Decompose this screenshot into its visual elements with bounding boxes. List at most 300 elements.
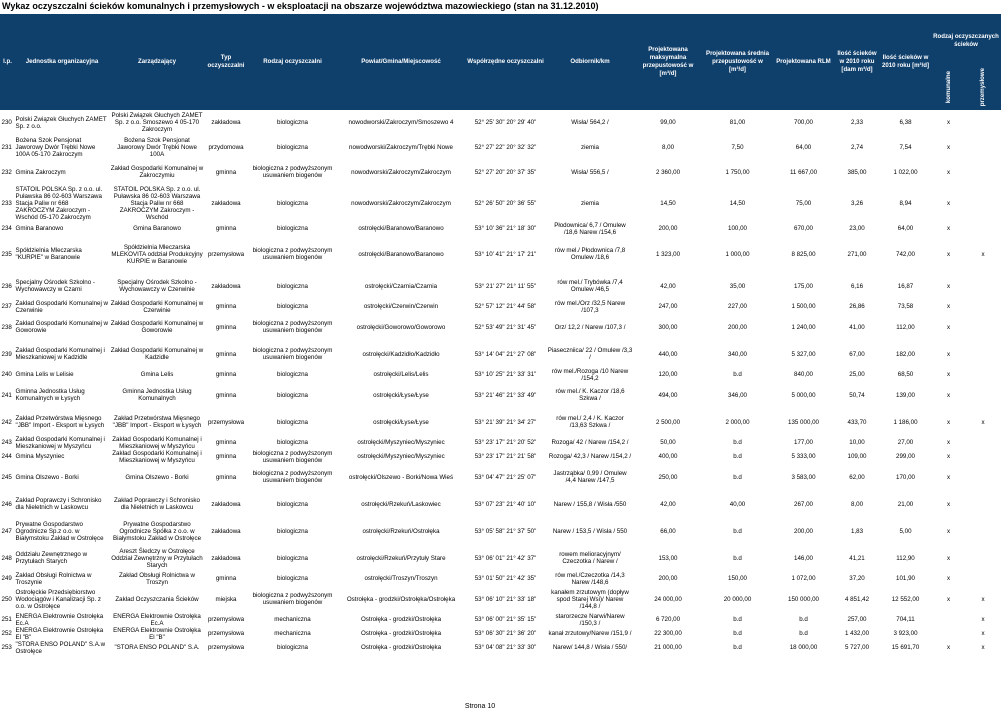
row-rodzaj: biologiczna: [277, 282, 308, 290]
row-proj-rlm: 5 327,00: [791, 350, 816, 358]
row-zarzadzajacy: Zakład Poprawczy i Schronisko dla Nieletnich w Laskowcu: [114, 497, 200, 512]
row-zarzadzajacy: ENERGA Elektrownie Ostrołęka El "B": [113, 626, 201, 641]
row-przemyslowe: [966, 436, 1001, 450]
row-wspolrzedne: 53° 14' 04" 21° 27' 08": [474, 350, 537, 358]
row-powiat: ostrołęcki/Lelis/Lelis: [373, 371, 429, 379]
row-proj-sr: 227,00: [728, 303, 747, 311]
row-proj-max: 2 500,00: [655, 418, 681, 426]
row-powiat: Ostrołęka - grodzki/Ostrołęka/Ostrołęka: [346, 595, 456, 603]
row-rodzaj: biologiczna z podwyższonym usuwaniem biogenów: [252, 470, 333, 485]
row-lp: 235: [1, 250, 12, 258]
row-proj-rlm: 177,00: [794, 439, 813, 447]
row-wspolrzedne: 53° 10' 25" 21° 33' 31": [474, 371, 537, 379]
row-wspolrzedne: 52° 26' 50" 20° 36' 55": [474, 199, 537, 207]
row-zarzadzajacy: Gmina Olszewo - Borki: [125, 473, 189, 481]
row-komunalne: x: [946, 250, 951, 258]
row-wspolrzedne: 53° 21' 39" 21° 34' 27": [474, 418, 537, 426]
row-proj-rlm: b.d: [799, 616, 808, 624]
row-jednostka: Spółdzielnia Mleczarska "KURPIE" w Baranowie: [15, 247, 82, 262]
header-zarzadzajacy: Zarządzający: [110, 15, 205, 110]
row-jednostka: Zakład Gospodarki Komunalnej w Goworowie: [15, 320, 109, 335]
row-proj-sr: b.d: [733, 439, 742, 447]
row-wspolrzedne: 53° 06' 01" 21° 42' 37": [474, 554, 537, 562]
row-ilosc-m3: 139,00: [896, 391, 915, 399]
row-typ: gminna: [215, 473, 237, 481]
row-proj-rlm: 267,00: [794, 500, 813, 508]
header-powiat: Powiat/Gmina/Miejscowość: [338, 15, 465, 110]
row-lp: 252: [1, 630, 12, 638]
row-proj-max: 200,00: [658, 575, 678, 583]
row-ilosc-m3: 12 552,00: [891, 595, 920, 603]
row-ilosc-dam: 6,16: [850, 282, 864, 290]
row-proj-max: 21 000,00: [654, 644, 682, 652]
row-powiat: ostrołęcki/Rzekuń/Przytuły Stare: [356, 554, 446, 562]
table-row: [1, 436, 1001, 450]
row-jednostka: Ostrołęckie Przedsiębiorstwo Wodociągów i Kanalizacji Sp. z o.o. w Ostrołęce: [15, 588, 102, 610]
row-rodzaj: biologiczna: [277, 554, 308, 562]
row-odbiornik: Rozoga/ 42,3 / Narew /154,2 /: [548, 453, 632, 461]
row-proj-sr: 2 000,00: [725, 418, 750, 426]
row-proj-max: 400,00: [658, 453, 678, 461]
row-proj-sr: 1 000,00: [725, 250, 750, 258]
row-odbiornik: rów mel./Rozoga /10 Narew /154,2: [551, 367, 629, 382]
row-proj-max: 300,00: [658, 323, 678, 331]
row-rodzaj: biologiczna: [277, 199, 308, 207]
row-odbiornik: Piaseczniica/ 22 / Omulew /3,3 /: [547, 347, 633, 362]
row-wspolrzedne: 52° 27' 22" 20° 32' 32": [474, 143, 537, 151]
row-proj-rlm: 175,00: [794, 282, 813, 290]
row-jednostka: Gminna Jednostka Usług Komunalnych w Łysych: [15, 388, 85, 403]
row-ilosc-m3: 112,00: [896, 323, 915, 331]
row-lp: 249: [1, 575, 12, 583]
row-proj-rlm: 146,00: [794, 554, 813, 562]
row-typ: przemysłowa: [207, 250, 245, 258]
row-lp: 240: [1, 371, 12, 379]
row-proj-sr: b.d: [733, 630, 742, 638]
row-ilosc-m3: 3 923,00: [893, 630, 918, 638]
row-ilosc-m3: 21,00: [897, 500, 914, 508]
row-odbiornik: Narew / 155,8 / Wisła /550: [553, 500, 627, 508]
row-ilosc-dam: 25,00: [849, 371, 865, 379]
row-wspolrzedne: 53° 06' 10" 21° 33' 18": [474, 595, 537, 603]
row-komunalne: x: [946, 644, 951, 652]
row-powiat: ostrołęcki/Troszyn/Troszyn: [364, 575, 438, 583]
row-typ: gminna: [215, 168, 237, 176]
row-proj-sr: b.d: [733, 371, 742, 379]
header-typ: Typ oczyszczalni: [205, 15, 248, 110]
row-ilosc-m3: 68,50: [897, 371, 914, 379]
row-zarzadzajacy: Zakład Gospodarki Komunalnej w Zakroczymiu: [110, 165, 204, 180]
row-proj-sr: 14,50: [729, 199, 746, 207]
row-rodzaj: biologiczna z podwyższonym usuwaniem biogenów: [252, 165, 333, 180]
row-wspolrzedne: 53° 01' 50" 21° 42' 35": [474, 575, 537, 583]
row-proj-max: 494,00: [658, 391, 678, 399]
row-proj-sr: 40,00: [729, 500, 746, 508]
row-przemyslowe: x: [981, 644, 985, 652]
row-proj-sr: b.d: [733, 527, 742, 535]
row-zarzadzajacy: Zakład Gospodarki Komunalnej w Kadzidle: [110, 347, 204, 362]
row-powiat: nowodworski/Zakroczym/Trębki Nowe: [349, 143, 453, 151]
row-rodzaj: biologiczna: [277, 418, 308, 426]
row-proj-max: 8,00: [661, 143, 675, 151]
row-odbiornik: Orz/ 12,2 / Narew /107,3 /: [554, 323, 626, 331]
row-powiat: ostrołęcki/Baranowo/Baranowo: [358, 225, 444, 233]
row-komunalne: x: [946, 303, 951, 311]
row-typ: gminna: [215, 225, 237, 233]
row-zarzadzajacy: Zakład Gospodarki Komunalnej w Goworowie: [110, 320, 204, 335]
row-przemyslowe: [966, 464, 1001, 491]
table-row: [1, 135, 1001, 160]
header-row: [1, 15, 1001, 68]
row-jednostka: Zakład Przetwórstwa Mięsnego "JBB" Import - Eksport w Łysych: [15, 415, 105, 430]
row-odbiornik: rów mel./Orz /32,5 Narew /107,3: [554, 299, 626, 314]
row-jednostka: Zakład Gospodarki Komunalnej w Czerwinie: [15, 299, 109, 314]
row-odbiornik: rów mel./Czeczotka /14,3 Narew /148,6: [555, 571, 625, 586]
row-ilosc-dam: 26,86: [849, 303, 865, 311]
row-proj-max: 250,00: [658, 473, 678, 481]
row-jednostka: ENERGA Elektrownie Ostrołęka El "B": [15, 626, 104, 641]
row-proj-rlm: 670,00: [794, 225, 813, 233]
row-jednostka: Oddziału Zewnętrznego w Przytułach Starych: [15, 551, 88, 566]
row-rodzaj: biologiczna z podwyższonym usuwaniem biogenów: [252, 320, 333, 335]
row-komunalne: x: [946, 527, 951, 535]
row-przemyslowe: [966, 545, 1001, 572]
row-odbiornik: Narew/ 144,8 / Wisła / 550/: [552, 644, 628, 652]
row-typ: zakładowa: [211, 119, 241, 127]
row-zarzadzajacy: ENERGA Elektrownie Ostrołęka Ec.A: [113, 612, 201, 627]
row-proj-rlm: 135 000,00: [788, 418, 819, 426]
row-proj-max: 14,50: [660, 199, 676, 207]
page-footer: Strona 10: [464, 703, 496, 710]
header-rodzaj-sciekow: Rodzaj oczyszczanych ścieków: [932, 15, 1001, 68]
row-zarzadzajacy: Specjalny Ośrodek Szkolno - Wychowawczy w Czerwinie: [117, 279, 197, 294]
row-przemyslowe: [966, 518, 1001, 545]
row-odbiornik: Wisła/ 556,5 /: [571, 168, 609, 176]
row-proj-max: 50,00: [660, 439, 676, 447]
row-przemyslowe: [966, 341, 1001, 368]
row-ilosc-m3: 16,87: [897, 282, 914, 290]
row-wspolrzedne: 53° 10' 36" 21° 18' 30": [474, 225, 537, 233]
row-typ: przemysłowa: [207, 616, 245, 624]
row-wspolrzedne: 52° 25' 30" 20° 29' 40": [474, 119, 537, 127]
row-rodzaj: biologiczna z podwyższonym usuwaniem biogenów: [252, 592, 333, 607]
row-typ: przemysłowa: [207, 418, 245, 426]
row-typ: gminna: [215, 575, 237, 583]
row-lp: 231: [1, 143, 12, 151]
row-ilosc-dam: 1,83: [850, 527, 864, 535]
row-ilosc-dam: 41,21: [849, 554, 865, 562]
row-proj-sr: b.d: [733, 554, 742, 562]
row-ilosc-dam: 109,00: [847, 453, 867, 461]
row-jednostka: ENERGA Elektrownie Ostrołęka Ec.A: [15, 612, 104, 627]
row-zarzadzajacy: "STORA ENSO POLAND" S.A.: [114, 644, 200, 652]
row-ilosc-m3: 182,00: [896, 350, 915, 358]
row-przemyslowe: [966, 273, 1001, 300]
row-typ: zakładowa: [211, 500, 241, 508]
table-row: [1, 110, 1001, 135]
row-przemyslowe: [966, 572, 1001, 586]
row-rodzaj: biologiczna: [277, 439, 308, 447]
row-ilosc-m3: 73,58: [897, 303, 914, 311]
table-row: [1, 273, 1001, 300]
document-title: Wykaz oczyszczalni ścieków komunalnych i przemysłowych - w eksploatacji na obszarze województwa mazowieckiego (stan na 31.12.2010): [2, 1, 599, 11]
row-komunalne: x: [946, 350, 951, 358]
row-lp: 232: [1, 168, 12, 176]
row-komunalne: x: [946, 418, 951, 426]
row-zarzadzajacy: STATOIL POLSKA Sp. z o.o. ul. Puławska 86 02-603 Warszawa Stacja Paliw nr 668 ZAKROCZYM Zakroczym - Wschód: [113, 185, 201, 221]
row-powiat: ostrołęcki/Baranowo/Baranowo: [358, 250, 444, 258]
row-proj-max: 247,00: [658, 303, 678, 311]
row-wspolrzedne: 53° 07' 23" 21° 40' 10": [474, 500, 537, 508]
row-zarzadzajacy: Spółdzielnia Mleczarska MLEKOVITA oddział Produkcyjny KURPIE w Baranowie: [111, 243, 203, 265]
row-typ: przydomowa: [208, 143, 244, 151]
table-row: [1, 160, 1001, 185]
row-powiat: ostrołęcki/Kadzidło/Kadzidło: [362, 350, 440, 358]
row-zarzadzajacy: Zakład Gospodarki Komunalnej i Mieszkaniowej w Myszyńcu: [112, 449, 202, 464]
row-ilosc-m3: 1 022,00: [893, 168, 918, 176]
row-typ: zakładowa: [211, 282, 241, 290]
row-proj-rlm: 5 333,00: [791, 453, 816, 461]
row-lp: 242: [1, 418, 12, 426]
row-komunalne: x: [946, 282, 951, 290]
row-wspolrzedne: 52° 27' 20" 20° 37' 35": [474, 168, 537, 176]
row-odbiornik: kanał zrzutowy/Narew /151,9 /: [548, 630, 632, 638]
row-komunalne: x: [946, 554, 951, 562]
table-row: [1, 518, 1001, 545]
row-jednostka: Bożena Szok Pensjonat Jaworowy Dwór Trębki Nowe 100A 05-170 Zakroczym: [15, 136, 96, 158]
row-rodzaj: biologiczna: [277, 391, 308, 399]
table-row: [1, 409, 1001, 436]
row-lp: 250: [1, 595, 12, 603]
row-jednostka: "STORA ENSO POLAND" S.A.w Ostrołęce: [15, 640, 106, 655]
row-powiat: ostrołęcki/Rzekuń/Laskowiec: [361, 500, 441, 508]
row-ilosc-m3: 6,38: [899, 119, 912, 127]
header-proj-sr: Projektowana średnia przepustowość w [m³/d]: [703, 15, 773, 110]
row-przemyslowe: x: [981, 630, 985, 638]
row-zarzadzajacy: Areszt Śledczy w Ostrołęce Oddział Zewnętrzny w Przytułach Starych: [111, 547, 203, 569]
row-wspolrzedne: 53° 23' 17" 21° 20' 52": [474, 439, 537, 447]
row-proj-sr: 346,00: [728, 391, 747, 399]
row-przemyslowe: [966, 222, 1001, 236]
row-typ: gminna: [215, 303, 237, 311]
row-proj-rlm: 1 240,00: [791, 323, 816, 331]
row-typ: gminna: [215, 453, 237, 461]
row-zarzadzajacy: Prywatne Gospodarstwo Ogrodnicze Spółka z o.o. w Białymstoku Zakład w Ostrołęce: [112, 520, 202, 542]
row-zarzadzajacy: Bożena Szok Pensjonat Jaworowy Dwór Trębki Nowe 100A: [117, 136, 197, 158]
row-ilosc-m3: 299,00: [896, 453, 915, 461]
row-wspolrzedne: 53° 05' 58" 21° 37' 50": [474, 527, 537, 535]
table-row: [1, 627, 1001, 641]
table-row: [1, 586, 1001, 613]
row-powiat: ostrołęcki/Czarnia/Czarnia: [364, 282, 438, 290]
header-proj-max: Projektowana maksymalna przepustowość w [m³/d]: [634, 15, 703, 110]
row-odbiornik: Płodownica/ 6,7 / Omulew /18,6 Narew /154,6: [554, 221, 626, 236]
row-rodzaj: mechaniczna: [274, 616, 311, 624]
row-przemyslowe: [966, 300, 1001, 314]
table-row: [1, 185, 1001, 222]
row-wspolrzedne: 53° 23' 17" 21° 21' 58": [474, 453, 537, 461]
row-przemyslowe: x: [981, 595, 985, 603]
row-zarzadzajacy: Gmina Baranowo: [133, 225, 181, 233]
row-proj-max: 2 360,00: [655, 168, 681, 176]
row-rodzaj: biologiczna: [277, 371, 308, 379]
row-odbiornik: rów mel./ Płodownica /7,8 Omulew /18,6: [554, 247, 626, 262]
row-zarzadzajacy: Zakład Oczyszczania Ścieków: [115, 595, 199, 603]
row-typ: gminna: [215, 350, 237, 358]
row-komunalne: x: [946, 119, 951, 127]
row-powiat: Ostrołęka - grodzki/Ostrołęka: [360, 616, 442, 624]
row-jednostka: Zakład Gospodarki Komunalnej i Mieszkaniowej w Kadzidle: [15, 347, 105, 362]
row-ilosc-m3: 15 691,70: [891, 644, 920, 652]
row-ilosc-m3: 101,90: [896, 575, 915, 583]
row-ilosc-m3: 64,00: [897, 225, 914, 233]
row-lp: 244: [1, 453, 12, 461]
row-proj-sr: 340,00: [728, 350, 747, 358]
row-przemyslowe: x: [981, 418, 985, 426]
row-zarzadzajacy: Polski Związek Głuchych ZAMET Sp. z o.o. Smoszewo 4 05-170 Zakroczym: [111, 112, 203, 134]
row-rodzaj: biologiczna: [277, 575, 308, 583]
row-jednostka: Polski Związek Głuchych ZAMET Sp. z o.o.: [15, 115, 107, 130]
table-row: [1, 314, 1001, 341]
row-proj-sr: 7,50: [731, 143, 744, 151]
row-lp: 239: [1, 350, 12, 358]
row-powiat: ostrołęcki/Czerwin/Czerwin: [363, 303, 439, 311]
row-przemyslowe: x: [981, 250, 985, 258]
row-proj-sr: b.d: [733, 644, 742, 652]
row-lp: 236: [1, 282, 12, 290]
row-ilosc-dam: 67,00: [849, 350, 865, 358]
row-proj-max: 22 300,00: [654, 630, 682, 638]
row-proj-sr: b.d: [733, 473, 742, 481]
row-proj-sr: 20 000,00: [723, 595, 752, 603]
row-komunalne: x: [946, 323, 951, 331]
row-proj-sr: 35,00: [729, 282, 746, 290]
row-przemyslowe: x: [981, 616, 985, 624]
header-lp: l.p.: [1, 15, 15, 110]
row-jednostka: Gmina Baranowo: [15, 225, 64, 233]
row-proj-rlm: 11 667,00: [789, 168, 818, 176]
row-rodzaj: biologiczna: [277, 225, 308, 233]
row-powiat: ostrołęcki/Myszyniec/Myszyniec: [357, 453, 445, 461]
row-komunalne: x: [946, 595, 951, 603]
row-proj-rlm: 8 825,00: [791, 250, 816, 258]
row-ilosc-m3: 7,54: [899, 143, 912, 151]
row-jednostka: Gmina Olszewo - Borki: [15, 473, 79, 481]
row-komunalne: x: [946, 143, 951, 151]
row-komunalne: x: [946, 168, 951, 176]
row-ilosc-dam: 4 851,42: [844, 595, 870, 603]
header-komunalne: komunalne: [932, 68, 966, 110]
row-proj-sr: b.d: [733, 453, 742, 461]
row-proj-max: 120,00: [658, 371, 678, 379]
row-jednostka: Specjalny Ośrodek Szkolno - Wychowawczy w Czarni: [15, 279, 95, 294]
row-odbiornik: ziemia: [581, 143, 599, 151]
row-ilosc-dam: 5 727,00: [844, 644, 870, 652]
row-proj-sr: 100,00: [728, 225, 747, 233]
row-jednostka: Gmina Zakroczym: [15, 168, 66, 176]
row-wspolrzedne: 53° 21' 46" 21° 33' 49": [474, 391, 537, 399]
row-przemyslowe: [966, 185, 1001, 222]
row-przemyslowe: [966, 450, 1001, 464]
row-rodzaj: biologiczna: [277, 500, 308, 508]
row-zarzadzajacy: Zakład Przetwórstwa Mięsnego "JBB" Import - Eksport w Łysych: [112, 415, 202, 430]
row-lp: 251: [1, 616, 12, 624]
row-powiat: ostrołęcki/Łyse/Łyse: [373, 391, 429, 399]
row-odbiornik: Jastrząbka/ 0,99 / Omulew /4,4 Narew /147,5: [553, 470, 627, 485]
row-proj-sr: 200,00: [728, 323, 747, 331]
row-ilosc-m3: 27,00: [897, 439, 914, 447]
row-typ: przemysłowa: [207, 644, 245, 652]
row-jednostka: Gmina Lelis w Lelisie: [15, 371, 74, 379]
row-proj-sr: b.d: [733, 616, 742, 624]
header-jednostka: Jednostka organizacyjna: [15, 15, 110, 110]
table-row: [1, 300, 1001, 314]
row-proj-rlm: 700,00: [794, 119, 813, 127]
row-ilosc-m3: 5,00: [899, 527, 912, 535]
row-lp: 246: [1, 500, 12, 508]
table-row: [1, 450, 1001, 464]
table-row: [1, 491, 1001, 518]
row-lp: 241: [1, 391, 12, 399]
row-proj-sr: 1 750,00: [725, 168, 750, 176]
row-proj-rlm: 1 072,00: [791, 575, 816, 583]
row-lp: 245: [1, 473, 12, 481]
row-powiat: nowodworski/Zakroczym/Zakroczym: [351, 168, 451, 176]
row-lp: 247: [1, 527, 12, 535]
row-jednostka: Gmina Myszyniec: [15, 453, 65, 461]
header-odbiornik: Odbiornik/km: [547, 15, 634, 110]
table-row: [1, 368, 1001, 382]
header-ilosc-dam: Ilość ścieków w 2010 roku [dam m³/d]: [835, 15, 880, 110]
row-proj-max: 66,00: [660, 527, 676, 535]
row-ilosc-dam: 2,74: [850, 143, 864, 151]
row-lp: 243: [1, 439, 12, 447]
row-powiat: ostrołęcki/Olszewo - Borki/Nowa Wieś: [348, 473, 454, 481]
row-proj-sr: 81,00: [729, 119, 746, 127]
row-lp: 253: [1, 644, 12, 652]
row-zarzadzajacy: Zakład Obsługi Rolnictwa w Troszyn: [119, 571, 195, 586]
row-zarzadzajacy: Gmina Lelis: [140, 371, 174, 379]
wastewater-plants-table: [0, 14, 1001, 655]
row-wspolrzedne: 52° 57' 12" 21° 44' 58": [474, 303, 537, 311]
row-typ: gminna: [215, 323, 237, 331]
row-komunalne: [932, 627, 966, 641]
row-odbiornik: rów mel./ Trybówka /7,4 Omulew /46,5: [557, 279, 623, 294]
row-proj-rlm: 3 583,00: [791, 473, 816, 481]
row-ilosc-dam: 1 432,00: [844, 630, 870, 638]
row-ilosc-m3: 112,90: [896, 554, 915, 562]
row-typ: gminna: [215, 371, 237, 379]
row-proj-max: 153,00: [658, 554, 678, 562]
row-komunalne: x: [946, 371, 951, 379]
row-powiat: ostrołęcki/Myszyniec/Myszyniec: [357, 439, 445, 447]
row-ilosc-dam: 50,74: [849, 391, 865, 399]
row-proj-rlm: 840,00: [794, 371, 813, 379]
table-row: [1, 545, 1001, 572]
row-proj-max: 99,00: [660, 119, 676, 127]
row-ilosc-m3: 704,11: [896, 616, 915, 624]
row-ilosc-dam: 10,00: [849, 439, 865, 447]
row-proj-max: 42,00: [660, 282, 676, 290]
header-wspolrzedne: Współrzędne oczyszczalni: [465, 15, 547, 110]
row-proj-rlm: 1 500,00: [791, 303, 816, 311]
row-wspolrzedne: 53° 10' 41" 21° 17' 21": [474, 250, 537, 258]
row-komunalne: x: [946, 391, 951, 399]
row-ilosc-dam: 37,20: [849, 575, 865, 583]
row-lp: 248: [1, 554, 12, 562]
row-rodzaj: biologiczna: [277, 644, 308, 652]
row-przemyslowe: [966, 491, 1001, 518]
